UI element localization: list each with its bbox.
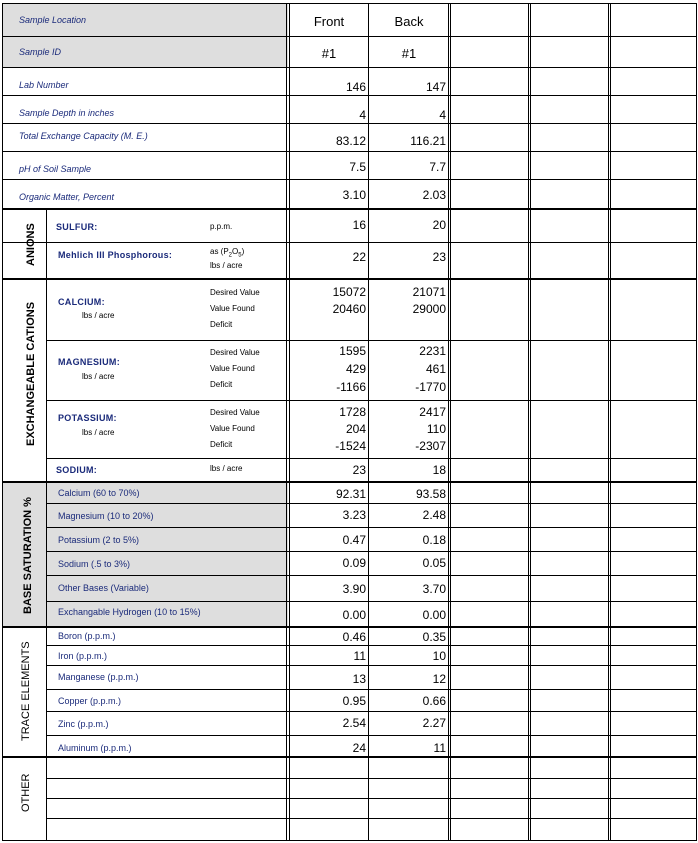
- potassium-deficit-v1: -1524: [335, 439, 366, 453]
- phosphorous-unit-as: as (P: [210, 247, 229, 256]
- col1-location: Front: [313, 14, 345, 29]
- trace-row-5-v1: 24: [352, 741, 366, 755]
- tec-label: Total Exchange Capacity (M. E.): [19, 131, 148, 141]
- potassium-found-v1: 204: [345, 422, 366, 436]
- bs-row-3-label: Sodium (.5 to 3%): [58, 559, 131, 569]
- bs-row-2-v2: 0.18: [422, 533, 446, 547]
- bs-row-3-v2: 0.05: [422, 556, 446, 570]
- trace-row-0-v1: 0.46: [342, 630, 366, 644]
- ph-label: pH of Soil Sample: [19, 164, 92, 174]
- phosphorous-unit: [210, 247, 244, 271]
- calcium-unit: lbs / acre: [82, 311, 115, 320]
- trace-row-4-v1: 2.54: [342, 716, 366, 730]
- potassium-label: POTASSIUM:: [58, 413, 117, 423]
- trace-row-3-label: Copper (p.p.m.): [58, 696, 122, 706]
- bs-row-0-v2: 93.58: [415, 487, 446, 501]
- potassium-found-v2: 110: [426, 422, 446, 436]
- potassium-desired-v2: 2417: [419, 405, 446, 419]
- tec-v1: 83.12: [335, 134, 366, 148]
- other-section-label: OTHER: [20, 773, 32, 812]
- col1-id: #1: [321, 46, 337, 61]
- trace-row-1-v1: 11: [353, 649, 366, 663]
- trace-row-4-v2: 2.27: [422, 716, 446, 730]
- phosphorous-unit-o: O: [232, 247, 239, 256]
- bs-row-1-label: Magnesium (10 to 20%): [58, 511, 154, 521]
- sodium-label: SODIUM:: [56, 465, 98, 475]
- trace-row-5-label: Aluminum (p.p.m.): [58, 743, 132, 753]
- trace-row-1-v2: 10: [432, 649, 446, 663]
- bs-row-5-label: Exchangable Hydrogen (10 to 15%): [58, 607, 201, 617]
- trace-row-2-v1: 13: [352, 672, 366, 686]
- bs-row-5-v1: 0.00: [342, 608, 366, 622]
- sample-id-label: Sample ID: [19, 47, 62, 57]
- bs-row-4-v2: 3.70: [422, 582, 446, 596]
- phosphorous-unit-close: ): [241, 247, 245, 256]
- col2-location: Back: [394, 14, 424, 29]
- depth-label: Sample Depth in inches: [19, 108, 115, 118]
- magnesium-label: MAGNESIUM:: [58, 357, 120, 367]
- trace-row-0-label: Boron (p.p.m.): [58, 631, 116, 641]
- ph-v1: 7.5: [349, 160, 366, 174]
- trace-row-3-v1: 0.95: [342, 694, 366, 708]
- potassium-desired-v1: 1728: [339, 405, 366, 419]
- phosphorous-label: Mehlich III Phosphorous:: [58, 250, 173, 260]
- calcium-found-v2: 29000: [412, 302, 446, 316]
- sodium-unit: lbs / acre: [210, 464, 243, 473]
- magnesium-desired-v2: 2231: [419, 344, 446, 358]
- sulfur-label: SULFUR:: [56, 222, 98, 232]
- bs-row-5-v2: 0.00: [422, 608, 446, 622]
- trace-row-2-label: Manganese (p.p.m.): [58, 672, 139, 682]
- trace-row-0-v2: 0.35: [422, 630, 446, 644]
- bs-row-1-v1: 3.23: [342, 508, 366, 522]
- bs-row-3-v1: 0.09: [342, 556, 366, 570]
- sodium-v2: 18: [432, 463, 446, 477]
- potassium-found-label: Value Found: [210, 424, 255, 433]
- calcium-found-v1: 20460: [332, 302, 366, 316]
- magnesium-desired-label: Desired Value: [210, 348, 260, 357]
- phosphorous-unit-sub1: 2: [228, 252, 233, 259]
- calcium-desired-v2: 21071: [412, 285, 446, 299]
- col2-id: #1: [401, 46, 417, 61]
- bs-row-0-v1: 92.31: [335, 487, 366, 501]
- magnesium-deficit-v2: -1770: [415, 380, 446, 394]
- magnesium-deficit-label: Deficit: [210, 380, 233, 389]
- phosphorous-unit-lbs: lbs / acre: [210, 260, 243, 270]
- calcium-desired-label: Desired Value: [210, 288, 260, 297]
- potassium-deficit-label: Deficit: [210, 440, 233, 449]
- potassium-desired-label: Desired Value: [210, 408, 260, 417]
- depth-v1: 4: [359, 108, 366, 122]
- potassium-unit: lbs / acre: [82, 428, 115, 437]
- om-v2: 2.03: [422, 188, 446, 202]
- bs-row-4-label: Other Bases (Variable): [58, 583, 149, 593]
- base-saturation-section-label: BASE SATURATION %: [22, 497, 34, 614]
- magnesium-desired-v1: 1595: [339, 344, 366, 358]
- calcium-found-label: Value Found: [210, 304, 255, 313]
- trace-row-1-label: Iron (p.p.m.): [58, 651, 108, 661]
- sample-location-label: Sample Location: [19, 15, 87, 25]
- calcium-desired-v1: 15072: [332, 285, 366, 299]
- phosphorous-unit-sub2: 5: [238, 252, 242, 259]
- magnesium-deficit-v1: -1166: [336, 380, 366, 394]
- sulfur-v1: 16: [352, 218, 366, 232]
- magnesium-unit: lbs / acre: [82, 372, 115, 381]
- calcium-label: CALCIUM:: [58, 297, 105, 307]
- magnesium-found-v2: 461: [425, 362, 446, 376]
- phosphorous-v1: 22: [352, 250, 366, 264]
- bs-row-2-label: Potassium (2 to 5%): [58, 535, 140, 545]
- sulfur-v2: 20: [432, 218, 446, 232]
- trace-row-4-label: Zinc (p.p.m.): [58, 719, 109, 729]
- bs-row-0-label: Calcium (60 to 70%): [58, 488, 140, 498]
- cations-section-label: EXCHANGEABLE CATIONS: [25, 301, 37, 446]
- om-v1: 3.10: [342, 188, 366, 202]
- base-saturation-shade: [2, 483, 288, 626]
- potassium-deficit-v2: -2307: [415, 439, 446, 453]
- ph-v2: 7.7: [429, 160, 446, 174]
- calcium-deficit-label: Deficit: [210, 320, 233, 329]
- phosphorous-v2: 23: [432, 250, 446, 264]
- sulfur-unit: p.p.m.: [210, 222, 233, 231]
- bs-row-4-v1: 3.90: [342, 582, 366, 596]
- trace-row-5-v2: 11: [433, 741, 446, 755]
- tec-v2: 116.21: [410, 134, 446, 148]
- lab-number-v1: 146: [345, 80, 366, 94]
- magnesium-found-label: Value Found: [210, 364, 255, 373]
- sodium-v1: 23: [352, 463, 366, 477]
- trace-row-2-v2: 12: [432, 672, 446, 686]
- bs-row-1-v2: 2.48: [422, 508, 446, 522]
- lab-number-v2: 147: [425, 80, 446, 94]
- trace-row-3-v2: 0.66: [422, 694, 446, 708]
- anions-section-label: ANIONS: [25, 223, 37, 266]
- trace-section-label: TRACE ELEMENTS: [20, 641, 32, 741]
- bs-row-2-v1: 0.47: [342, 533, 366, 547]
- om-label: Organic Matter, Percent: [19, 192, 115, 202]
- lab-number-label: Lab Number: [19, 80, 69, 90]
- depth-v2: 4: [439, 108, 446, 122]
- magnesium-found-v1: 429: [345, 362, 366, 376]
